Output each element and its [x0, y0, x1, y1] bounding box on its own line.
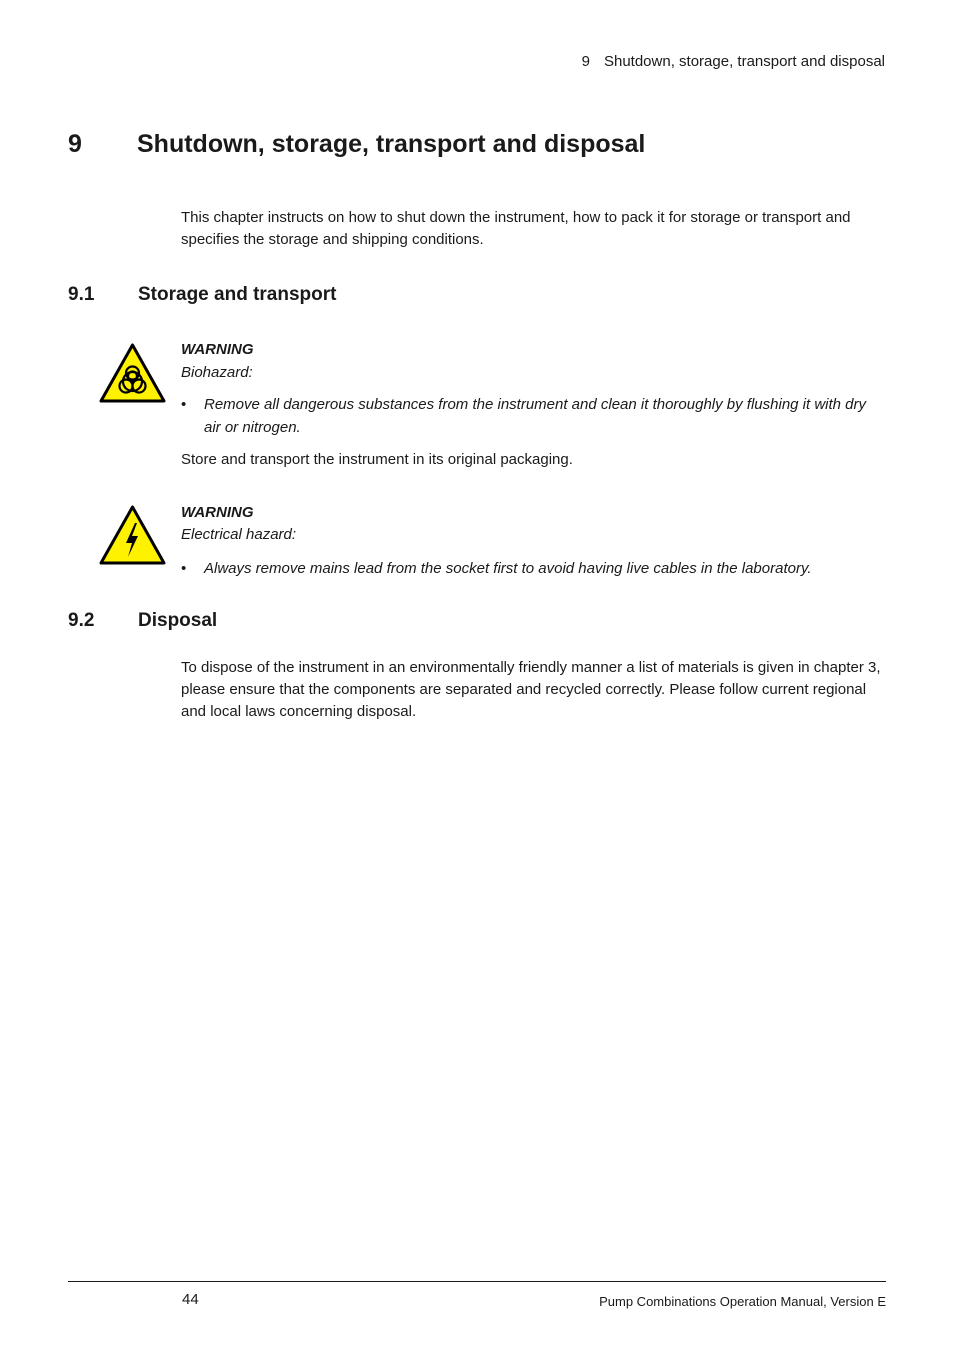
section-title-text: Storage and transport: [138, 284, 337, 305]
section-number: 9.2: [68, 610, 95, 631]
running-header: [582, 53, 885, 70]
running-header-chapter-title: Shutdown, storage, transport and disposal: [603, 53, 885, 70]
section-title-storage-transport: [68, 284, 336, 306]
bullet-marker: •: [181, 560, 187, 577]
warning-1-bullet: [181, 393, 881, 439]
page-number: 44: [182, 1291, 199, 1308]
disposal-body: To dispose of the instrument in an environmentally friendly manner a list of materials is given in chapter 3, please ensure that the components are separated and recycled correctly. Please follow current regional and local laws concerning disposal.: [181, 659, 881, 720]
biohazard-icon: [99, 343, 166, 403]
chapter-title-text: Shutdown, storage, transport and disposal: [137, 130, 646, 158]
chapter-number: 9: [68, 130, 82, 158]
warning-1-title: WARNING: [181, 341, 254, 358]
storage-body: Store and transport the instrument in its original packaging.: [181, 451, 573, 468]
warning-1-subtitle: Biohazard:: [181, 364, 253, 381]
electrical-hazard-icon: [99, 505, 166, 565]
footer-divider: [68, 1281, 886, 1282]
section-title-text: Disposal: [138, 610, 218, 631]
section-number: 9.1: [68, 284, 95, 305]
chapter-intro: This chapter instructs on how to shut down the instrument, how to pack it for storage or transport and specifies the storage and shipping conditions.: [181, 209, 851, 248]
running-header-chapter-number: 9: [581, 53, 590, 70]
warning-2-bullet-text: Always remove mains lead from the socket first to avoid having live cables in the laboratory.: [204, 560, 812, 577]
warning-2-bullet: [181, 557, 881, 580]
footer-document-title: Pump Combinations Operation Manual, Version E: [599, 1294, 886, 1309]
warning-2-subtitle: Electrical hazard:: [181, 526, 297, 543]
warning-1-bullet-text: Remove all dangerous substances from the instrument and clean it thoroughly by flushing it with dry air or nitrogen.: [204, 396, 867, 436]
warning-2-title: WARNING: [181, 504, 254, 521]
bullet-marker: •: [181, 396, 187, 413]
chapter-title: [68, 130, 645, 159]
section-title-disposal: [68, 610, 217, 632]
